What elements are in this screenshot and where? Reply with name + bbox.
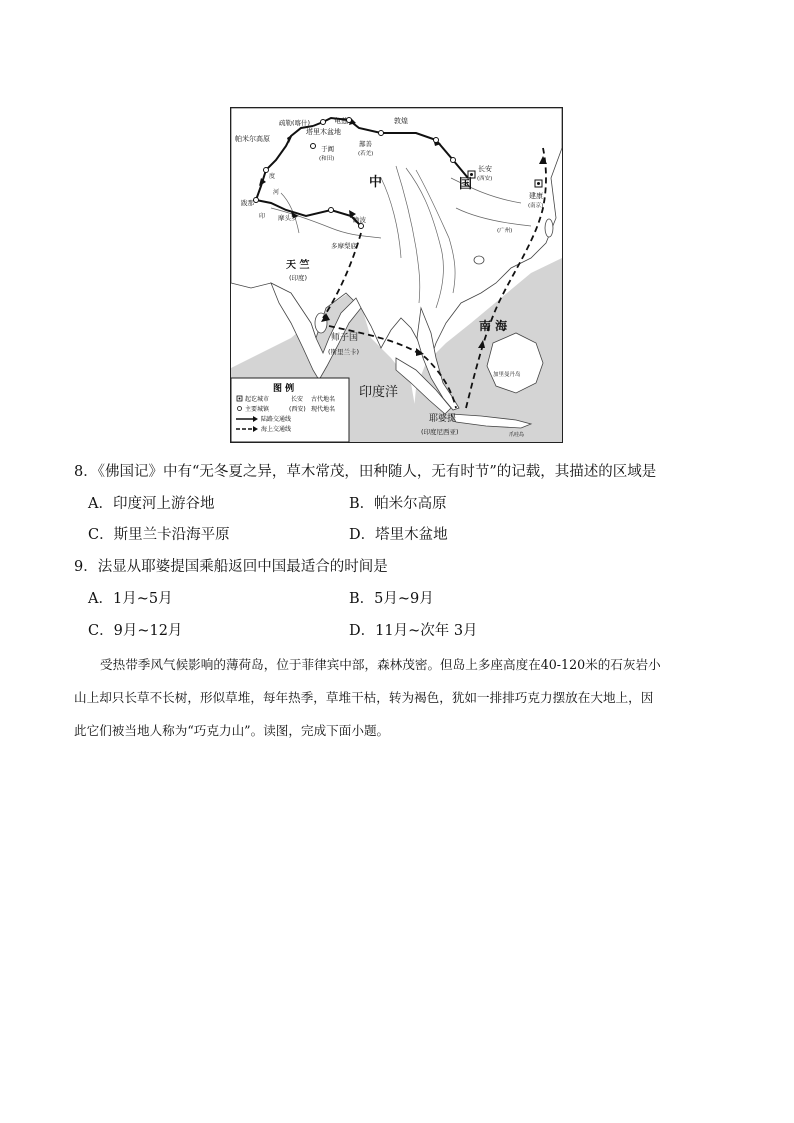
label-yutian: 于阗: [321, 145, 334, 153]
legend-sea-route: 海上交通线: [261, 426, 292, 433]
route-map: [230, 107, 563, 443]
passage-line-2: 山上却只长草不长树，形似草堆，每年热季，草堆干枯，转为褐色，犹如一排排巧克力摆放在大地上，因: [74, 690, 654, 705]
label-shanshan-modern: (若羌): [358, 151, 374, 157]
label-nanhai: 南 海: [479, 319, 508, 333]
passage-line-1: 受热带季风气候影响的薄荷岛，位于菲律宾中部，森林茂密。但岛上多座高度在40-120米的石灰岩小: [100, 657, 661, 672]
label-kalimantan: 加里曼丹岛: [493, 372, 521, 378]
label-shiziguo-modern: (斯里兰卡): [328, 348, 360, 356]
label-tuona: 跋那: [241, 199, 254, 207]
map-svg: [231, 108, 562, 442]
label-pamir: 帕米尔高原: [235, 135, 270, 143]
label-river-du: 度: [269, 173, 276, 180]
borneo-island: [487, 333, 543, 393]
label-guo: 国: [459, 177, 473, 192]
legend-ancient-label: 古代地名: [311, 396, 336, 403]
question-8-option-d: D．塔里木盆地: [349, 527, 448, 543]
label-guizi: 龟兹: [334, 117, 348, 125]
label-shule: 疏勒(喀什): [279, 119, 311, 127]
label-indian-ocean: 印度洋: [359, 385, 399, 400]
label-java: 爪哇岛: [509, 432, 525, 438]
label-jiankang: 建康: [529, 192, 543, 200]
question-8-option-b: B．帕米尔高原: [349, 496, 447, 512]
label-tarim: 塔里木盆地: [306, 128, 341, 136]
question-9-option-c: C．9月~12月: [88, 623, 183, 639]
label-zhong: 中: [369, 175, 383, 190]
label-yepoti-modern: (印度尼西亚): [421, 428, 459, 436]
question-9-option-d: D．11月~次年 3月: [349, 623, 478, 639]
question-9-option-b: B．5月~9月: [349, 591, 434, 607]
question-8-option-c: C．斯里兰卡沿海平原: [88, 527, 230, 543]
taiwan-island: [545, 219, 553, 237]
label-yepoti: 耶婆提: [429, 414, 457, 424]
question-8-stem: 8．《佛国记》中有“无冬夏之异，草木常茂，田种随人，无有时节”的记载，其描述的区域是: [74, 464, 657, 480]
label-shiziguo: 师子国: [331, 333, 359, 343]
legend-modern-name: (西安): [289, 406, 306, 413]
legend-land-route: 陆路交通线: [261, 416, 292, 423]
label-guangzhou: (广州): [497, 228, 513, 234]
legend-title: 图 例: [273, 384, 295, 394]
label-river-he: 河: [273, 189, 280, 196]
label-tianzhu-modern: (印度): [289, 274, 308, 282]
legend-modern-label: 现代地名: [311, 406, 336, 413]
label-dunhuang: 敦煌: [394, 117, 408, 125]
label-jiankang-modern: (南京): [528, 203, 544, 209]
hainan-island: [474, 256, 484, 264]
label-river-yin: 印: [259, 213, 266, 220]
label-yutian-modern: (和田): [319, 156, 335, 162]
label-duomolidi: 多摩梨底: [331, 242, 357, 250]
question-9-option-a: A．1月~5月: [88, 591, 173, 607]
passage-line-3: 此它们被当地人称为“巧克力山”。读图，完成下面小题。: [74, 723, 390, 738]
question-8-option-a: A．印度河上游谷地: [88, 496, 215, 512]
label-tianzhu: 天 竺: [286, 260, 310, 271]
reading-passage: [74, 648, 714, 747]
legend-major-town: 主要城镇: [245, 406, 270, 413]
label-motouluo: 摩头罗: [278, 214, 298, 222]
label-changan: 长安: [478, 165, 492, 173]
map-legend: [231, 378, 349, 442]
legend-start-city: 起讫城市: [245, 396, 270, 403]
label-shanbo: 瞻波: [353, 216, 366, 224]
label-changan-modern: (西安): [477, 176, 493, 182]
label-shanshan: 鄯善: [359, 140, 372, 148]
legend-ancient-name: 长安: [291, 396, 304, 403]
question-9-stem: 9．法显从耶婆提国乘船返回中国最适合的时间是: [74, 559, 388, 575]
